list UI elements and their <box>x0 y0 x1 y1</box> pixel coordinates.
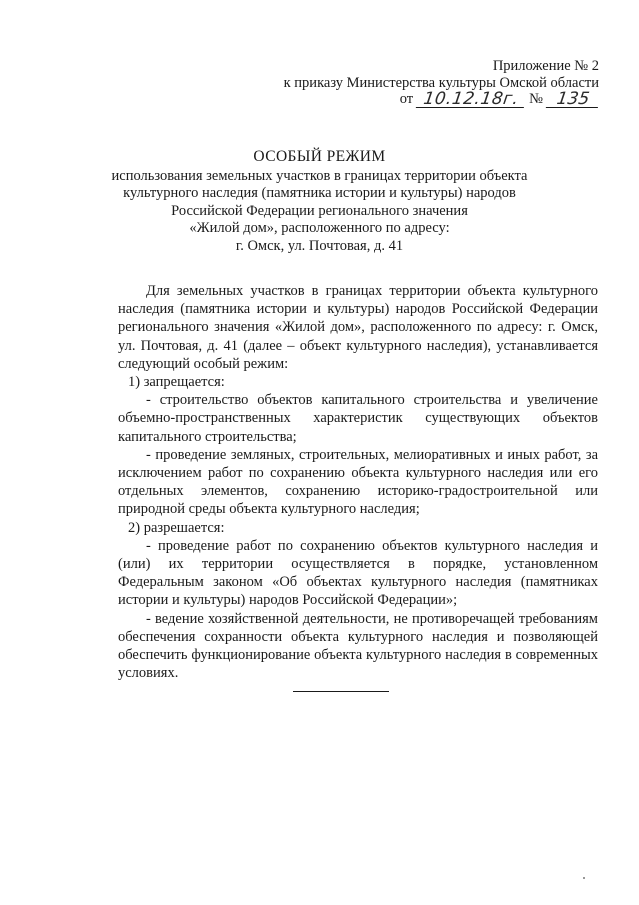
document-title-block <box>0 148 639 255</box>
document-title: ОСОБЫЙ РЕЖИМ <box>253 148 386 165</box>
allowed-section-label: 2) разрешается: <box>128 519 225 536</box>
allowed-item: - ведение хозяйственной деятельности, не противоречащей требованиям обеспечения сохранности объекта культурного наследия и позволяющей обеспечить функционирование объекта культурного наследия в современных условиях. <box>118 610 598 682</box>
title-line: «Жилой дом», расположенного по адресу: <box>189 220 450 236</box>
prohibited-item: - строительство объектов капитального строительства и увеличение объемно-пространственных характеристик существующих объектов капитального строительства; <box>118 392 598 445</box>
number-label: № <box>529 91 543 107</box>
intro-paragraph: Для земельных участков в границах территории объекта культурного наследия (памятника истории и культуры) народов Российской Федерации регионального значения «Жилой дом», расположенного по адресу: г. Омск, ул. Почтовая, д. 41 (далее – объект культурного наследия), устанавливается следующий особый режим: <box>118 283 598 372</box>
end-of-document-rule <box>293 691 389 692</box>
handwritten-order-number: 135 <box>546 91 600 108</box>
scan-speck <box>583 877 585 879</box>
from-label: от <box>399 91 414 107</box>
document-body <box>118 282 598 682</box>
title-line: культурного наследия (памятника истории и культуры) народов <box>123 185 516 201</box>
handwritten-order-date: 10.12.18г. <box>416 91 526 108</box>
order-reference: к приказу Министерства культуры Омской области <box>283 75 599 91</box>
order-date-number-line <box>284 91 599 108</box>
title-line: использования земельных участков в границах территории объекта <box>111 167 528 184</box>
title-line: г. Омск, ул. Почтовая, д. 41 <box>235 237 404 254</box>
prohibited-item: - проведение земляных, строительных, мелиоративных и иных работ, за исключением работ по сохранению объекта культурного наследия или его отдельных элементов, сохранению историко-градостроительной или природной среды объекта культурного наследия; <box>118 446 598 518</box>
prohibited-section-label: 1) запрещается: <box>128 374 225 391</box>
appendix-header <box>284 58 599 108</box>
allowed-item: - проведение работ по сохранению объектов культурного наследия и (или) их территории осуществляется в порядке, установленном Федеральным законом «Об объектах культурного наследия (памятниках истории и культуры) народов Российской Федерации»; <box>118 537 598 609</box>
title-line: Российской Федерации регионального значения <box>171 202 468 219</box>
appendix-number: Приложение № 2 <box>492 58 599 74</box>
